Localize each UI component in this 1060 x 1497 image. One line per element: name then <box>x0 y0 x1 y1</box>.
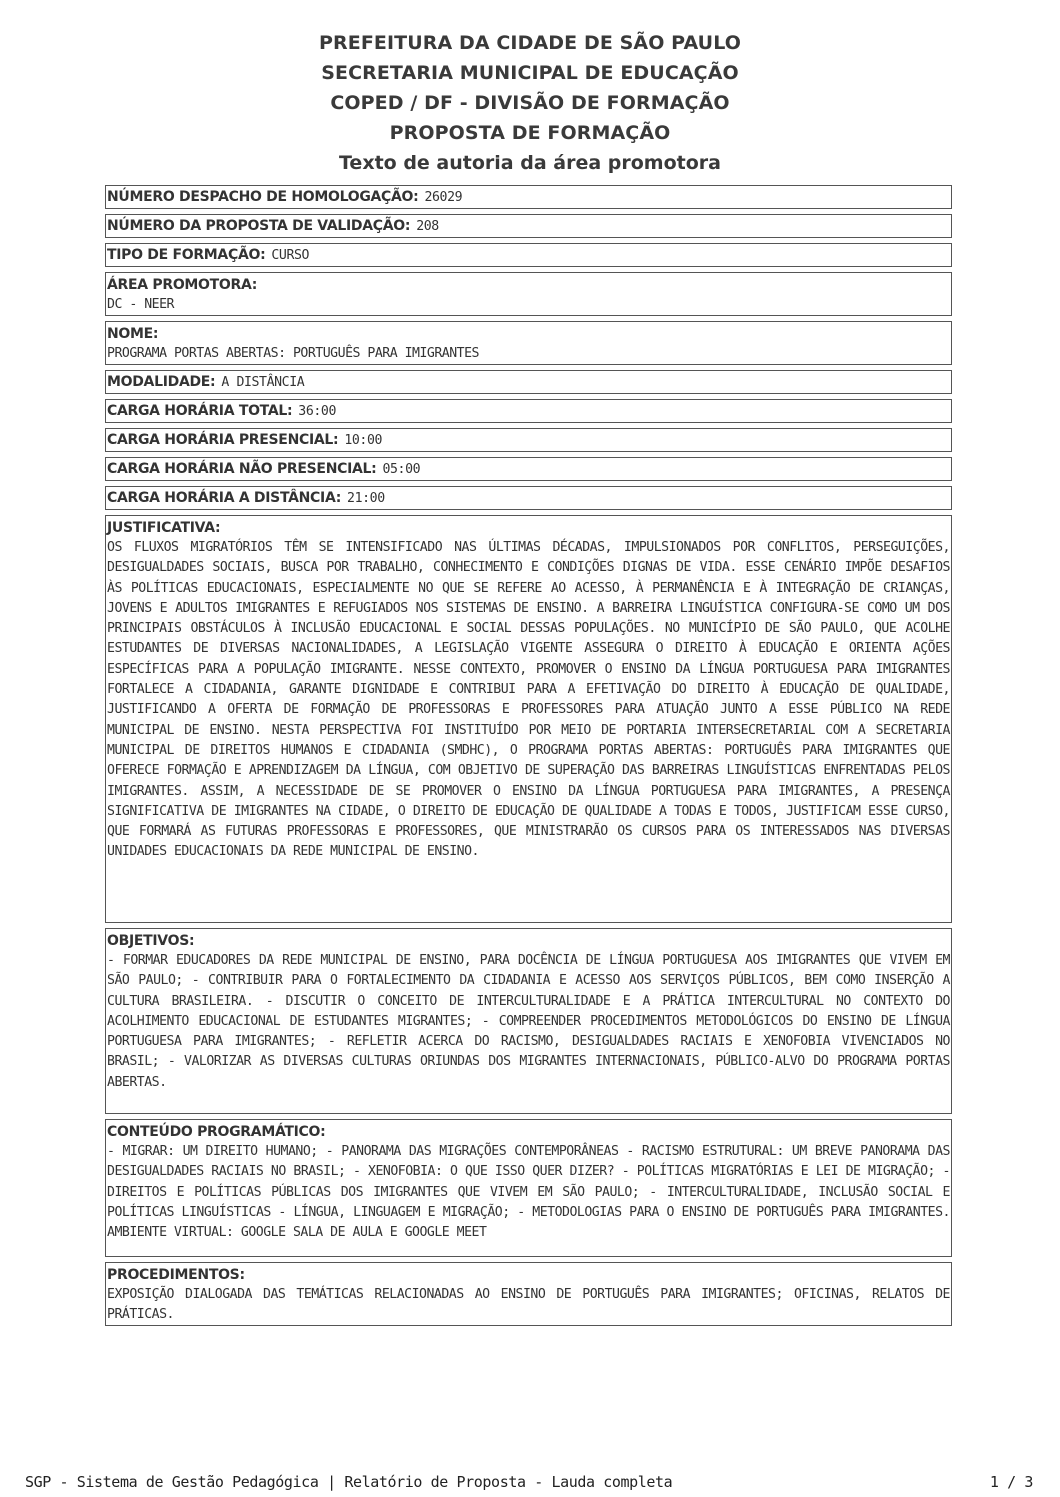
field-tipo-value: CURSO <box>271 248 310 263</box>
field-proposta-value: 208 <box>416 219 439 234</box>
field-carga-nao-presencial-label: CARGA HORÁRIA NÃO PRESENCIAL: <box>107 461 377 477</box>
footer-system-name: SGP - Sistema de Gestão Pedagógica | Relatório de Proposta - Lauda completa <box>25 1473 673 1491</box>
field-modalidade-value: A DISTÂNCIA <box>221 375 305 390</box>
field-nome-label: NOME: <box>107 326 159 342</box>
header-line-coped: COPED / DF - DIVISÃO DE FORMAÇÃO <box>330 92 730 114</box>
field-justificativa <box>105 515 952 923</box>
field-despacho-label: NÚMERO DESPACHO DE HOMOLOGAÇÃO: <box>107 189 419 205</box>
field-carga-presencial-label: CARGA HORÁRIA PRESENCIAL: <box>107 432 339 448</box>
field-carga-nao-presencial-value: 05:00 <box>382 462 421 477</box>
field-area <box>105 272 952 316</box>
field-carga-presencial-value: 10:00 <box>344 433 383 448</box>
field-nome-value: PROGRAMA PORTAS ABERTAS: PORTUGUÊS PARA IMIGRANTES <box>107 346 479 361</box>
field-procedimentos <box>105 1262 952 1326</box>
field-carga-distancia <box>105 486 952 510</box>
field-procedimentos-value: EXPOSIÇÃO DIALOGADA DAS TEMÁTICAS RELACIONADAS AO ENSINO DE PORTUGUÊS PARA IMIGRANTES; OFICINAS, RELATOS DE PRÁTICAS. <box>107 1287 950 1323</box>
field-justificativa-value: OS FLUXOS MIGRATÓRIOS TÊM SE INTENSIFICADO NAS ÚLTIMAS DÉCADAS, IMPULSIONADOS POR CONFLITOS, PERSEGUIÇÕES, DESIGUALDADES SOCIAIS, BUSCA POR TRABALHO, CONHECIMENTO E CONDIÇÕES DIGNAS DE VIDA. ESSE CENÁRIO IMPÕE DESAFIOS ÀS POLÍTICAS EDUCACIONAIS, ESPECIALMENTE NO QUE SE REFERE AO ACESSO, À PERMANÊNCIA E À INTEGRAÇÃO DE CRIANÇAS, JOVENS E ADULTOS IMIGRANTES E REFUGIADOS NOS SISTEMAS DE ENSINO. A BARREIRA LINGUÍSTICA CONFIGURA-SE COMO UM DOS PRINCIPAIS OBSTÁCULOS À INCLUSÃO EDUCACIONAL E SOCIAL DESSAS POPULAÇÕES. NO MUNICÍPIO DE SÃO PAULO, QUE ACOLHE ESTUDANTES DE DIVERSAS NACIONALIDADES, A LEGISLAÇÃO VIGENTE ASSEGURA O DIREITO À EDUCAÇÃO E ORIENTA AÇÕES ESPECÍFICAS PARA A POPULAÇÃO IMIGRANTE. NESSE CONTEXTO, PROMOVER O ENSINO DA LÍNGUA PORTUGUESA PARA IMIGRANTES FORTALECE A CIDADANIA, GARANTE DIGNIDADE E CONTRIBUI PARA A EFETIVAÇÃO DO DIREITO À EDUCAÇÃO DE QUALIDADE, JUSTIFICANDO A OFERTA DE FORMAÇÃO DE PROFESSORAS E PROFESSORES PARA ATUAÇÃO JUNTO A ESSE PÚBLICO NA REDE MUNICIPAL DE ENSINO. NESTA PERSPECTIVA FOI INSTITUÍDO POR MEIO DE PORTARIA INTERSECRETARIAL COM A SECRETARIA MUNICIPAL DE DIREITOS HUMANOS E CIDADANIA (SMDHC), O PROGRAMA PORTAS ABERTAS: PORTUGUÊS PARA IMIGRANTES QUE OFERECE FORMAÇÃO E APRENDIZAGEM DA LÍNGUA, COM OBJETIVO DE SUPERAÇÃO DAS BARREIRAS LINGUÍSTICAS ENFRENTADAS PELOS IMIGRANTES. ASSIM, A NECESSIDADE DE SE PROMOVER O ENSINO DA LÍNGUA PORTUGUESA PARA IMIGRANTES, A PRESENÇA SIGNIFICATIVA DE IMIGRANTES NA CIDADE, O DIREITO DE EDUCAÇÃO DE QUALIDADE A TODAS E TODOS, JUSTIFICAM ESSE CURSO, QUE FORMARÁ AS FUTURAS PROFESSORAS E PROFESSORES, QUE MINISTRARÃO OS CURSOS PARA OS INTERESSADOS NAS DIVERSAS UNIDADES EDUCACIONAIS DA REDE MUNICIPAL DE ENSINO. <box>107 540 950 860</box>
field-modalidade-label: MODALIDADE: <box>107 374 216 390</box>
field-objetivos-value: - FORMAR EDUCADORES DA REDE MUNICIPAL DE ENSINO, PARA DOCÊNCIA DE LÍNGUA PORTUGUESA AOS IMIGRANTES QUE VIVEM EM SÃO PAULO; - CONTRIBUIR PARA O FORTALECIMENTO DA CIDADANIA E ACESSO AOS SERVIÇOS PÚBLICOS, BEM COMO INSERÇÃO A CULTURA BRASILEIRA. - DISCUTIR O CONCEITO DE INTERCULTURALIDADE E A PRÁTICA INTERCULTURAL NO CONTEXTO DO ACOLHIMENTO EDUCACIONAL DE ESTUDANTES MIGRANTES; - COMPREENDER PROCEDIMENTOS METODOLÓGICOS DO ENSINO DE LÍNGUA PORTUGUESA PARA IMIGRANTES; - REFLETIR ACERCA DO RACISMO, DESIGUALDADES RACIAIS E XENOFOBIA VIVENCIADOS NO BRASIL; - VALORIZAR AS DIVERSAS CULTURAS ORIUNDAS DOS MIGRANTES INTERNACIONAIS, PÚBLICO-ALVO DO PROGRAMA PORTAS ABERTAS. <box>107 953 950 1090</box>
field-tipo <box>105 243 952 267</box>
field-tipo-label: TIPO DE FORMAÇÃO: <box>107 247 266 263</box>
field-despacho <box>105 185 952 209</box>
field-carga-distancia-label: CARGA HORÁRIA A DISTÂNCIA: <box>107 490 342 506</box>
field-procedimentos-label: PROCEDIMENTOS: <box>107 1267 245 1283</box>
field-objetivos <box>105 928 952 1114</box>
field-carga-total <box>105 399 952 423</box>
field-proposta-label: NÚMERO DA PROPOSTA DE VALIDAÇÃO: <box>107 218 411 234</box>
field-carga-presencial <box>105 428 952 452</box>
form-fields <box>105 185 952 1331</box>
document-header <box>0 28 1060 178</box>
field-area-value: DC - NEER <box>107 297 174 312</box>
field-carga-nao-presencial <box>105 457 952 481</box>
field-conteudo-value: - MIGRAR: UM DIREITO HUMANO; - PANORAMA DAS MIGRAÇÕES CONTEMPORÂNEAS - RACISMO ESTRUTURAL: UM BREVE PANORAMA DAS DESIGUALDADES RACIAIS NO BRASIL; - XENOFOBIA: O QUE ISSO QUER DIZER? - POLÍTICAS MIGRATÓRIAS E LEI DE MIGRAÇÃO; - DIREITOS E POLÍTICAS PÚBLICAS DOS IMIGRANTES QUE VIVEM EM SÃO PAULO; - INTERCULTURALIDADE, INCLUSÃO SOCIAL E POLÍTICAS LINGUÍSTICAS - LÍNGUA, LINGUAGEM E MIGRAÇÃO; - METODOLOGIAS PARA O ENSINO DE PORTUGUÊS PARA IMIGRANTES. AMBIENTE VIRTUAL: GOOGLE SALA DE AULA E GOOGLE MEET <box>107 1144 950 1241</box>
header-line-prefeitura: PREFEITURA DA CIDADE DE SÃO PAULO <box>319 32 741 54</box>
footer-page-number: 1 / 3 <box>989 1473 1033 1491</box>
field-proposta <box>105 214 952 238</box>
field-justificativa-label: JUSTIFICATIVA: <box>107 520 221 536</box>
header-subtitle: Texto de autoria da área promotora <box>339 152 721 174</box>
field-carga-total-label: CARGA HORÁRIA TOTAL: <box>107 403 293 419</box>
field-nome <box>105 321 952 365</box>
field-despacho-value: 26029 <box>424 190 463 205</box>
field-carga-total-value: 36:00 <box>298 404 336 419</box>
field-modalidade <box>105 370 952 394</box>
field-objetivos-label: OBJETIVOS: <box>107 933 195 949</box>
field-area-label: ÁREA PROMOTORA: <box>107 277 258 293</box>
header-line-secretaria: SECRETARIA MUNICIPAL DE EDUCAÇÃO <box>321 62 739 84</box>
header-line-proposta: PROPOSTA DE FORMAÇÃO <box>389 122 671 144</box>
field-carga-distancia-value: 21:00 <box>347 491 385 506</box>
field-conteudo <box>105 1119 952 1257</box>
field-conteudo-label: CONTEÚDO PROGRAMÁTICO: <box>107 1124 326 1140</box>
